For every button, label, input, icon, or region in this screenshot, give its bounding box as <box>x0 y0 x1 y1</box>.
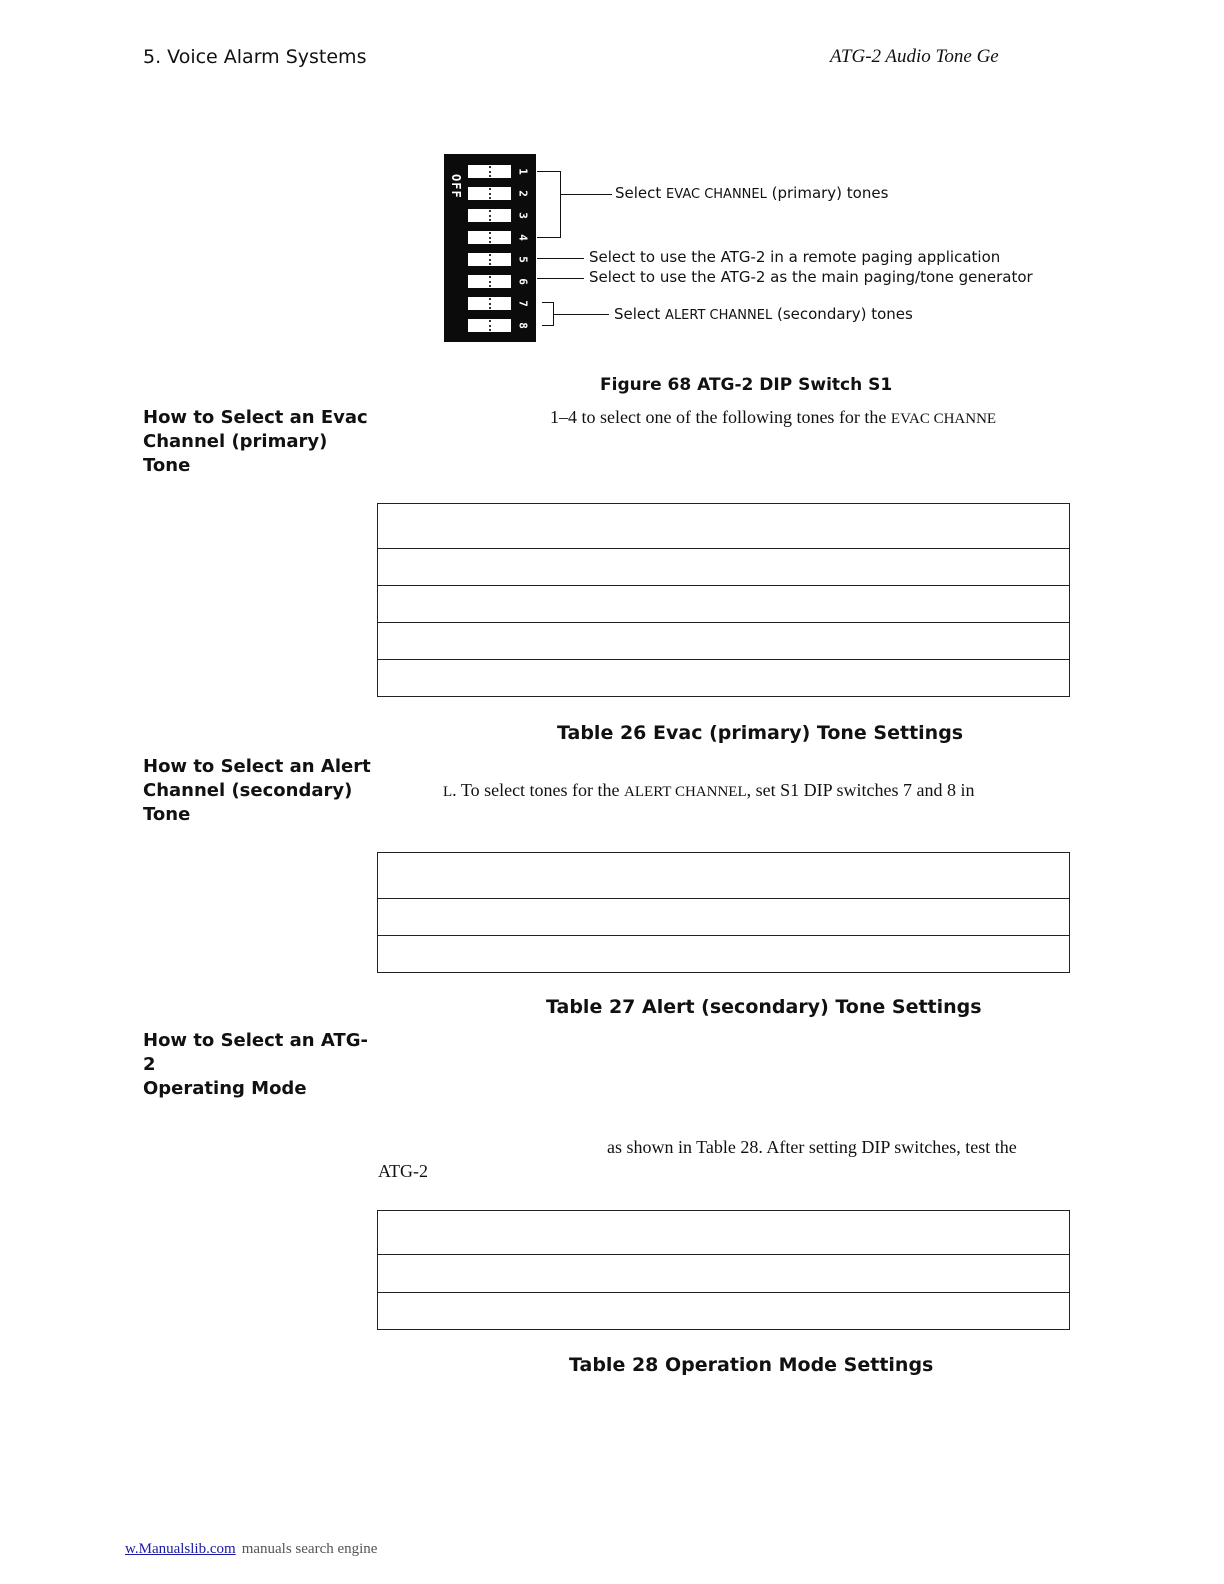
dip-off-label: OFF <box>449 174 463 199</box>
callout-alert <box>614 305 913 323</box>
footer-tagline: manuals search engine <box>241 1541 378 1557</box>
table-row <box>378 660 1070 697</box>
dip-switch-7 <box>468 297 511 310</box>
dip-switch-diagram <box>444 154 536 342</box>
heading-alert-line1: How to Select an Alert <box>143 756 371 777</box>
evac-body-prefix: 1–4 to select one of the following tones for the <box>550 407 891 427</box>
callout-alert-suffix: (secondary) tones <box>772 305 913 323</box>
callout-evac-caps: EVAC CHANNEL <box>666 187 767 202</box>
dip-number-8: 8 <box>516 322 530 329</box>
dip-switch-8 <box>468 319 511 332</box>
table-cell <box>378 1211 1070 1255</box>
alert-body-suffix: , set S1 DIP switches 7 and 8 in <box>746 780 975 800</box>
table-row <box>378 853 1070 899</box>
bracket-evac-bottom <box>537 237 561 238</box>
callout-evac-suffix: (primary) tones <box>766 184 889 202</box>
table-row <box>378 899 1070 936</box>
alert-body-caps2: ALERT CHANNEL <box>624 784 747 800</box>
table-cell <box>378 936 1070 973</box>
alert-body-text <box>443 780 974 801</box>
dip-switch-4 <box>468 231 511 244</box>
dip-switch-3 <box>468 209 511 222</box>
table-row <box>378 1293 1070 1330</box>
dip-switch-5 <box>468 253 511 266</box>
table-cell <box>378 623 1070 660</box>
table-26-caption: Table 26 Evac (primary) Tone Settings <box>557 722 964 744</box>
table-row <box>378 1255 1070 1293</box>
table-row <box>378 504 1070 549</box>
table-cell <box>378 853 1070 899</box>
dip-switch-2 <box>468 187 511 200</box>
heading-evac-line2: Channel (primary) Tone <box>143 431 328 476</box>
heading-alert-line3: Tone <box>143 804 191 825</box>
heading-alert-line2: Channel (secondary) <box>143 780 353 801</box>
table-28 <box>377 1210 1070 1330</box>
table-cell <box>378 1255 1070 1293</box>
callout-remote: Select to use the ATG-2 in a remote paging application <box>589 248 1001 266</box>
callout-evac-prefix: Select <box>615 184 667 202</box>
footer <box>125 1541 377 1558</box>
dip-number-3: 3 <box>516 212 530 219</box>
callout-alert-caps: ALERT CHANNEL <box>665 308 773 323</box>
section-heading-mode <box>143 1029 373 1101</box>
header-section-title: 5. Voice Alarm Systems <box>143 46 367 68</box>
manualslib-link[interactable]: w.Manualslib.com <box>125 1541 236 1557</box>
evac-body-text <box>550 407 996 428</box>
heading-evac-line1: How to Select an Evac <box>143 407 368 428</box>
dip-switch-1 <box>468 165 511 178</box>
callout-alert-prefix: Select <box>614 305 666 323</box>
table-row <box>378 623 1070 660</box>
dip-switch-6 <box>468 275 511 288</box>
table-cell <box>378 549 1070 586</box>
table-row <box>378 936 1070 973</box>
callout-main: Select to use the ATG-2 as the main paging/tone generator <box>589 268 1033 286</box>
section-heading-evac <box>143 406 373 478</box>
dip-number-7: 7 <box>516 300 530 307</box>
header-document-title: ATG-2 Audio Tone Ge <box>830 46 999 67</box>
table-row <box>378 1211 1070 1255</box>
mode-body-line2: ATG-2 <box>378 1161 428 1181</box>
bracket-evac-vertical <box>560 171 561 238</box>
leader-evac <box>560 194 612 195</box>
table-cell <box>378 586 1070 623</box>
evac-body-caps: EVAC CHANNE <box>890 411 997 427</box>
table-row <box>378 586 1070 623</box>
leader-remote <box>537 258 584 259</box>
table-row <box>378 549 1070 586</box>
dip-number-5: 5 <box>516 256 530 263</box>
table-cell <box>378 1293 1070 1330</box>
heading-mode-line2: Operating Mode <box>143 1078 307 1099</box>
table-cell <box>378 660 1070 697</box>
leader-alert <box>553 314 609 315</box>
leader-main <box>537 278 584 279</box>
dip-number-4: 4 <box>516 234 530 241</box>
table-cell <box>378 504 1070 549</box>
alert-body-caps1: L <box>443 784 453 800</box>
table-27 <box>377 852 1070 973</box>
mode-body-line1: as shown in Table 28. After setting DIP switches, test the <box>607 1137 1017 1157</box>
table-28-caption: Table 28 Operation Mode Settings <box>569 1354 934 1376</box>
bracket-evac-top <box>537 171 561 172</box>
callout-evac <box>615 184 888 202</box>
dip-number-1: 1 <box>516 168 530 175</box>
heading-mode-line1: How to Select an ATG-2 <box>143 1030 368 1075</box>
figure-caption: Figure 68 ATG-2 DIP Switch S1 <box>600 375 893 395</box>
dip-number-2: 2 <box>516 190 530 197</box>
table-26 <box>377 503 1070 697</box>
table-27-caption: Table 27 Alert (secondary) Tone Settings <box>546 996 982 1018</box>
alert-body-mid: . To select tones for the <box>452 780 625 800</box>
section-heading-alert <box>143 755 373 827</box>
dip-number-6: 6 <box>516 278 530 285</box>
table-cell <box>378 899 1070 936</box>
